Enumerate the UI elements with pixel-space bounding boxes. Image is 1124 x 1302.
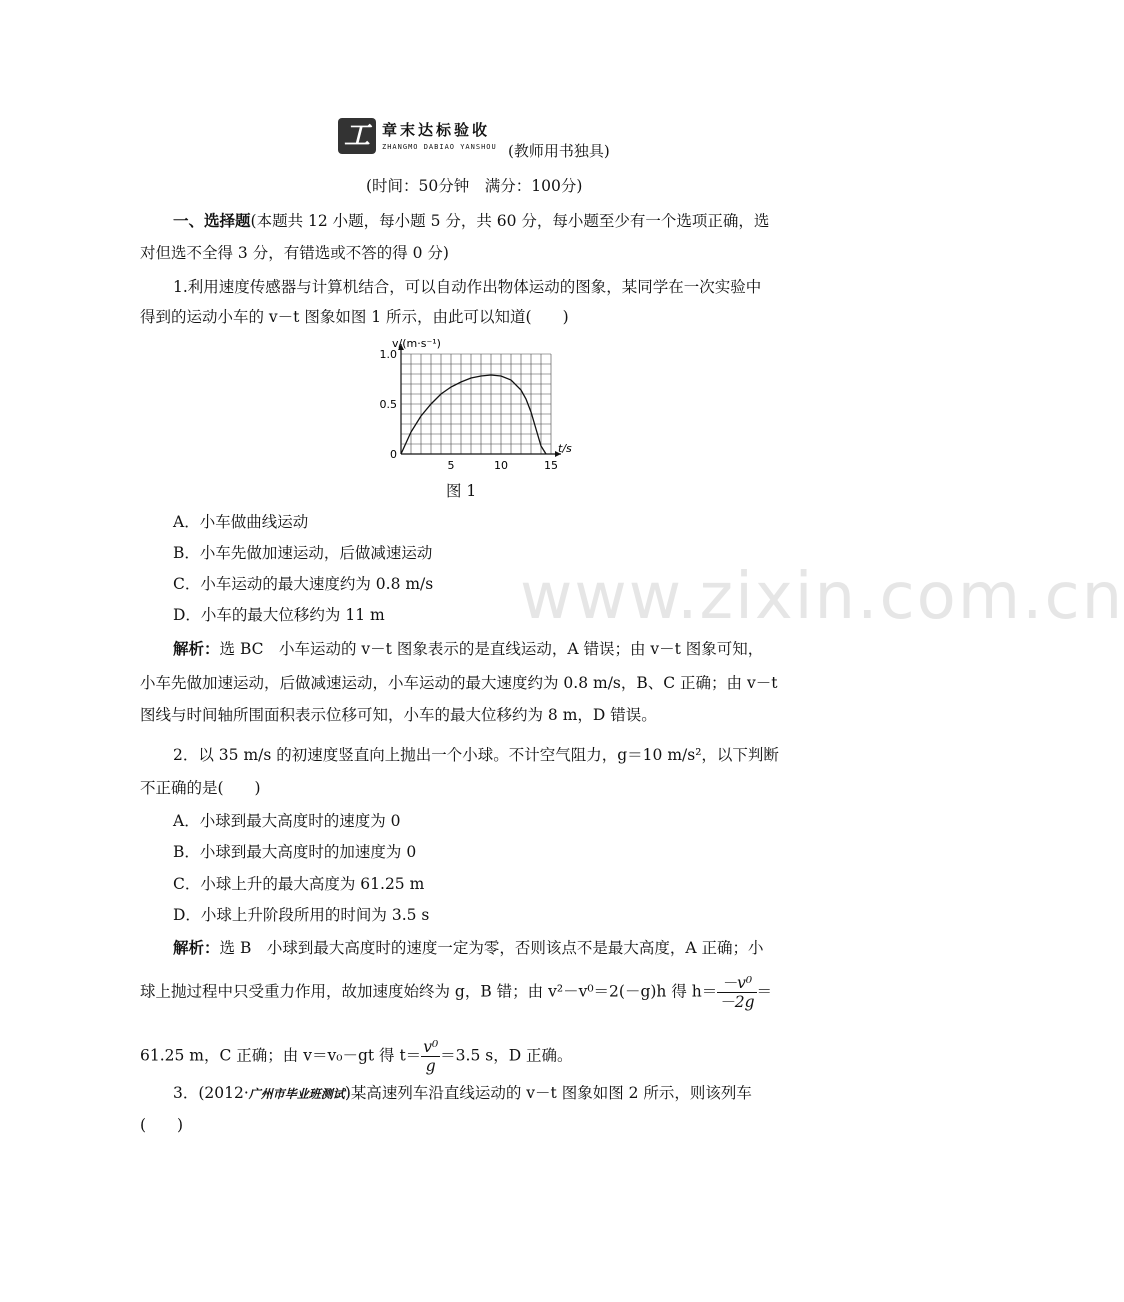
watermark: www.zixin.com.cn <box>520 560 1124 634</box>
q2-option-a: A．小球到最大高度时的速度为 0 <box>173 812 401 830</box>
chart-series-line <box>401 375 546 454</box>
figure1-caption: 图 1 <box>446 482 477 500</box>
vt-chart <box>370 336 590 472</box>
y-tick-label: 0.5 <box>379 398 397 411</box>
q1-option-a: A．小车做曲线运动 <box>173 513 309 531</box>
q2-analysis-line3: 61.25 m，C 正确；由 v＝v₀－gt 得 t＝ $\frac{\text{v⁰}}{g}$ ＝3.5 s，D 正确。 <box>140 1038 573 1075</box>
q1-analysis-label: 解析： <box>173 639 220 658</box>
q3-stem-line2: ( ) <box>140 1116 184 1134</box>
q2-analysis-line2: 球上抛过程中只受重力作用，故加速度始终为 g，B 错；由 v²－v⁰＝2(－g)h 得 h＝ $\frac{\text{－v⁰}}{-2g}$ ＝ <box>140 974 773 1011</box>
section1-line1 <box>173 210 769 232</box>
x-tick-label: 10 <box>494 459 508 472</box>
q3-stem-line1: 3．(2012·广州市毕业班测试)某高速列车沿直线运动的 v－t 图象如图 2 所示，则该列车 <box>173 1084 752 1102</box>
q1-analysis-line3: 图线与时间轴所围面积表示位移可知，小车的最大位移约为 8 m，D 错误。 <box>140 706 657 724</box>
y-axis-label: v/(m·s⁻¹) <box>392 337 441 350</box>
q2-analysis-line1: 解析：选 B 小球到最大高度时的速度一定为零，否则该点不是最大高度，A 正确；小 <box>173 938 764 957</box>
q2-option-c: C．小球上升的最大高度为 61.25 m <box>173 875 425 893</box>
q3-source: 广州市毕业班测试 <box>248 1087 345 1101</box>
teacher-note: (教师用书独具) <box>508 142 610 160</box>
x-tick-label: 5 <box>447 459 455 472</box>
y-tick-label: 0 <box>390 448 397 461</box>
q2-option-d: D．小球上升阶段所用的时间为 3.5 s <box>173 906 430 924</box>
q1-stem-line2: 得到的运动小车的 v－t 图象如图 1 所示，由此可以知道( ) <box>140 308 569 326</box>
q1-analysis-line2: 小车先做加速运动，后做减速运动，小车运动的最大速度约为 0.8 m/s，B、C 正确；由 v－t <box>140 674 778 692</box>
section1-desc2: 对但选不全得 3 分，有错选或不答的得 0 分) <box>140 244 449 262</box>
q1-stem-line1: 1.利用速度传感器与计算机结合，可以自动作出物体运动的图象，某同学在一次实验中 <box>173 278 762 296</box>
q1-analysis-line1: 解析：选 BC 小车运动的 v－t 图象表示的是直线运动，A 错误；由 v－t 图象可知， <box>173 639 764 658</box>
q2-stem-line2: 不正确的是( ) <box>140 779 261 797</box>
chapter-title: 章末达标验收 <box>382 121 491 139</box>
y-tick-label: 1.0 <box>379 348 397 361</box>
section1-desc1: (本题共 12 小题，每小题 5 分，共 60 分，每小题至少有一个选项正确，选 <box>250 212 770 230</box>
x-tick-label: 15 <box>544 459 558 472</box>
q2-stem-line1: 2．以 35 m/s 的初速度竖直向上抛出一个小球。不计空气阻力，g＝10 m/s²，以下判断 <box>173 746 779 764</box>
q1-option-c: C．小车运动的最大速度约为 0.8 m/s <box>173 575 434 593</box>
chapter-subtitle: ZHANGMO DABIAO YANSHOU <box>382 143 497 151</box>
fraction-height: $\frac{\text{－v⁰}}{-2g}$ <box>719 974 755 1011</box>
q2-analysis-label: 解析： <box>173 938 220 957</box>
fraction-time: $\frac{\text{v⁰}}{g}$ <box>423 1038 439 1075</box>
chart-axes <box>398 344 561 457</box>
section1-heading: 一、选择题 <box>173 211 251 230</box>
q2-option-b: B．小球到最大高度时的加速度为 0 <box>173 843 417 861</box>
logo-icon: 工 <box>338 118 376 154</box>
exam-info: (时间：50分钟 满分：100分) <box>366 177 583 195</box>
x-axis-label: t/s <box>558 442 572 455</box>
q1-option-d: D．小车的最大位移约为 11 m <box>173 606 385 624</box>
q1-option-b: B．小车先做加速运动，后做减速运动 <box>173 544 433 562</box>
